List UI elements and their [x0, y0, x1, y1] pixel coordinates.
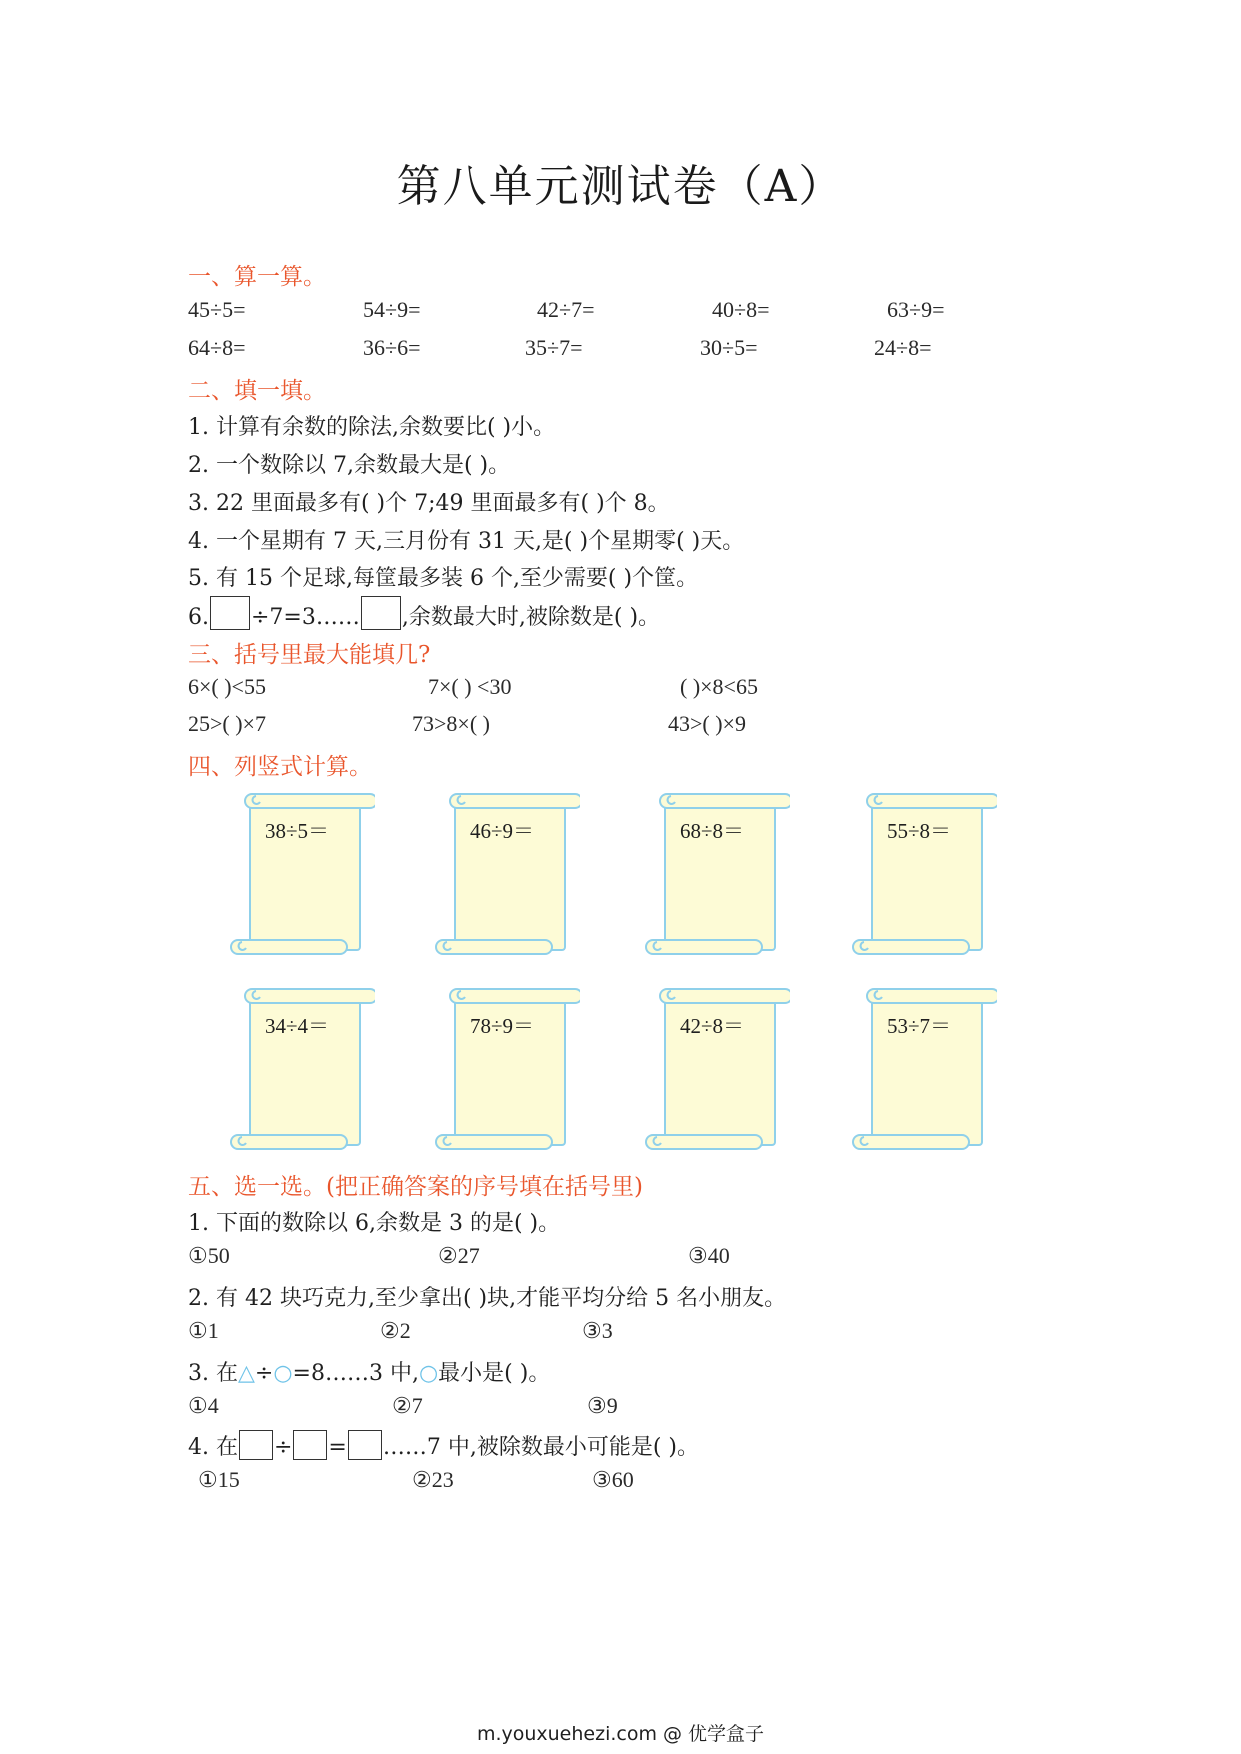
vertical-calc-problem: 53÷7＝	[887, 1014, 952, 1038]
calc-item: 24÷8=	[874, 335, 932, 360]
choose-question-4	[188, 1430, 699, 1461]
vertical-calc-problem: 78÷9＝	[470, 1014, 535, 1038]
answer-box[interactable]	[293, 1430, 327, 1460]
q3-equation: =8……3 中,	[292, 1361, 419, 1386]
fill-question-2: 2. 一个数除以 7,余数最大是( )。	[188, 453, 511, 478]
option[interactable]: ①4	[188, 1393, 219, 1418]
q4-equals: =	[328, 1435, 347, 1460]
answer-box[interactable]	[361, 596, 401, 630]
vertical-calc-problem: 38÷5＝	[265, 819, 330, 843]
calc-item: 35÷7=	[525, 335, 583, 360]
vertical-calc-problem: 46÷9＝	[470, 819, 535, 843]
fill-q6-equation: ÷7=3……	[251, 605, 360, 630]
option[interactable]: ①15	[198, 1467, 240, 1492]
calc-item: 54÷9=	[363, 297, 421, 322]
section-heading-max-fill: 三、括号里最大能填几?	[188, 642, 431, 668]
choose-question-3	[188, 1356, 550, 1387]
fill-question-3: 3. 22 里面最多有( )个 7;49 里面最多有( )个 8。	[188, 491, 670, 516]
fill-q6-text: ,余数最大时,被除数是( )。	[401, 605, 661, 630]
max-fill-item: 7×( ) <30	[428, 674, 512, 699]
option[interactable]: ③9	[587, 1393, 618, 1418]
max-fill-item: ( )×8<65	[680, 674, 758, 699]
choose-question-1: 1. 下面的数除以 6,余数是 3 的是( )。	[188, 1211, 561, 1236]
option[interactable]: ③60	[592, 1467, 634, 1492]
option[interactable]: ③40	[688, 1243, 730, 1268]
q3-prefix: 3. 在	[188, 1361, 238, 1386]
q4-suffix: ……7 中,被除数最小可能是( )。	[382, 1435, 700, 1460]
calc-item: 42÷7=	[537, 297, 595, 322]
answer-box[interactable]	[348, 1430, 382, 1460]
section-heading-fill: 二、填一填。	[188, 378, 326, 404]
option[interactable]: ②23	[412, 1467, 454, 1492]
fill-question-4: 4. 一个星期有 7 天,三月份有 31 天,是( )个星期零( )天。	[188, 529, 745, 554]
vertical-calc-problem: 34÷4＝	[265, 1014, 330, 1038]
vertical-calc-problem: 55÷8＝	[887, 819, 952, 843]
max-fill-item: 6×( )<55	[188, 674, 266, 699]
fill-q6-number: 6.	[188, 605, 209, 630]
page-title: 第八单元测试卷（A）	[396, 161, 845, 212]
answer-box[interactable]	[239, 1430, 273, 1460]
max-fill-item: 43>( )×9	[668, 711, 746, 736]
fill-question-1: 1. 计算有余数的除法,余数要比( )小。	[188, 415, 556, 440]
calc-item: 30÷5=	[700, 335, 758, 360]
footer-source: m.youxuehezi.com @ 优学盒子	[476, 1723, 765, 1745]
calc-item: 40÷8=	[712, 297, 770, 322]
vertical-calc-problem: 42÷8＝	[680, 1014, 745, 1038]
section-heading-choose: 五、选一选。(把正确答案的序号填在括号里)	[188, 1174, 643, 1200]
q3-suffix: 最小是( )。	[438, 1361, 551, 1386]
max-fill-item: 25>( )×7	[188, 711, 266, 736]
fill-question-5: 5. 有 15 个足球,每筐最多装 6 个,至少需要( )个筐。	[188, 566, 699, 591]
q4-prefix: 4. 在	[188, 1435, 238, 1460]
option[interactable]: ①1	[188, 1318, 219, 1343]
option[interactable]: ③3	[582, 1318, 613, 1343]
option[interactable]: ②7	[392, 1393, 423, 1418]
section-heading-vertical: 四、列竖式计算。	[188, 754, 372, 780]
fill-question-6	[188, 596, 660, 631]
option[interactable]: ①50	[188, 1243, 230, 1268]
circle-icon: ○	[273, 1361, 293, 1386]
max-fill-item: 73>8×( )	[412, 711, 490, 736]
answer-box[interactable]	[210, 596, 250, 630]
calc-item: 63÷9=	[887, 297, 945, 322]
section-heading-calc: 一、算一算。	[188, 264, 326, 290]
circle-icon: ○	[418, 1361, 439, 1386]
vertical-calc-problem: 68÷8＝	[680, 819, 745, 843]
triangle-icon: △	[237, 1361, 255, 1386]
q3-divide: ÷	[254, 1361, 274, 1386]
choose-question-2: 2. 有 42 块巧克力,至少拿出( )块,才能平均分给 5 名小朋友。	[188, 1286, 787, 1311]
calc-item: 36÷6=	[363, 335, 421, 360]
option[interactable]: ②27	[438, 1243, 480, 1268]
option[interactable]: ②2	[380, 1318, 411, 1343]
calc-item: 45÷5=	[188, 297, 246, 322]
calc-item: 64÷8=	[188, 335, 246, 360]
q4-divide: ÷	[273, 1435, 293, 1460]
